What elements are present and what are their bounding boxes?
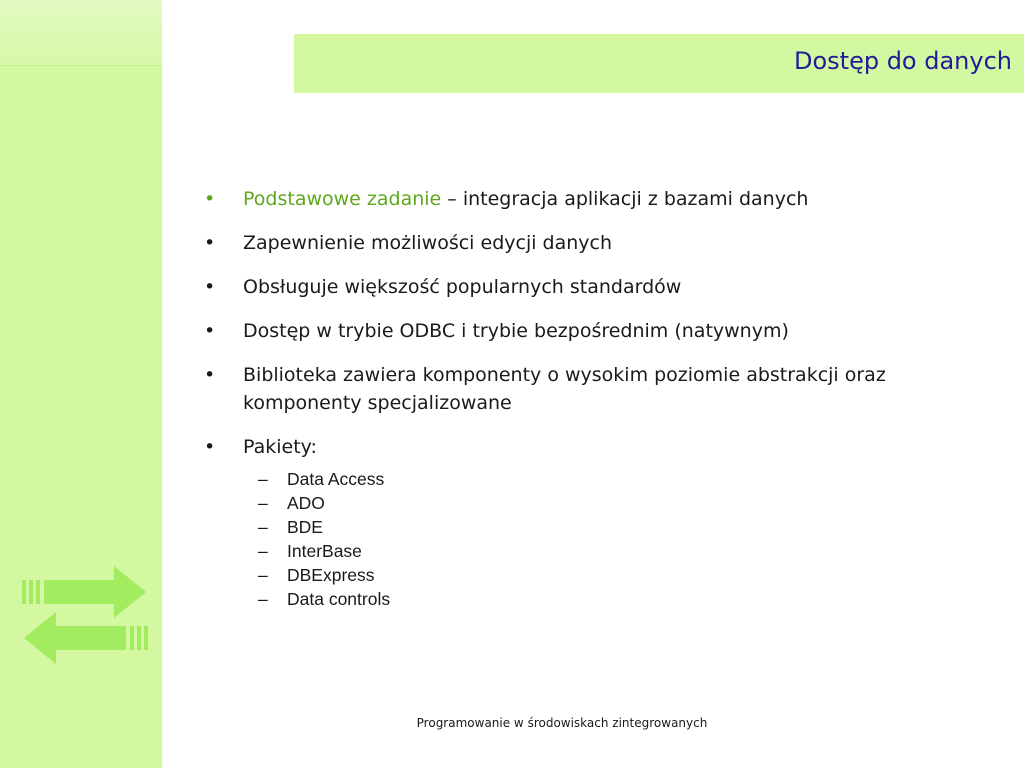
- sidebar-divider: [0, 65, 162, 66]
- bullet-text: Zapewnienie możliwości edycji danych: [243, 232, 613, 254]
- bullet-text: Obsługuje większość popularnych standardów: [243, 276, 682, 298]
- arrow-right-icon[interactable]: [22, 566, 146, 618]
- title-bar: [294, 34, 1024, 93]
- package-name: InterBase: [287, 541, 362, 561]
- sub-bullet-symbol: –: [258, 493, 268, 513]
- package-item: [258, 539, 990, 563]
- bullet-text: Dostęp w trybie ODBC i trybie bezpośrednim (natywnym): [243, 320, 789, 342]
- bullet-item: [200, 361, 990, 417]
- sub-bullet-symbol: –: [258, 517, 268, 537]
- bullet-symbol: •: [204, 364, 216, 386]
- package-item: [258, 491, 990, 515]
- bullet-item: [200, 273, 990, 301]
- package-name: Data controls: [287, 589, 391, 609]
- package-list: [200, 467, 990, 611]
- bullet-highlight: Podstawowe zadanie: [243, 188, 442, 210]
- sub-bullet-symbol: –: [258, 565, 268, 585]
- bullet-text: Pakiety:: [243, 436, 317, 458]
- bullet-item: [200, 185, 990, 213]
- package-item: [258, 467, 990, 491]
- arrow-left-icon[interactable]: [24, 612, 148, 664]
- bullet-symbol: •: [204, 188, 216, 210]
- package-item: [258, 515, 990, 539]
- bullet-text: Biblioteka zawiera komponenty o wysokim poziomie abstrakcji oraz komponenty specjalizowane: [243, 364, 886, 414]
- sub-bullet-symbol: –: [258, 541, 268, 561]
- sub-bullet-symbol: –: [258, 589, 268, 609]
- package-item: [258, 563, 990, 587]
- bullet-symbol: •: [204, 276, 216, 298]
- package-name: Data Access: [287, 469, 385, 489]
- package-item: [258, 587, 990, 611]
- bullet-symbol: •: [204, 232, 216, 254]
- bullet-item: [200, 229, 990, 257]
- navigation-arrows: [22, 566, 148, 664]
- bullet-text: – integracja aplikacji z bazami danych: [441, 188, 809, 210]
- slide-content: [200, 185, 990, 611]
- sub-bullet-symbol: –: [258, 469, 268, 489]
- package-name: ADO: [287, 493, 325, 513]
- bullet-item: [200, 317, 990, 345]
- package-name: DBExpress: [287, 565, 375, 585]
- slide-footer: Programowanie w środowiskach zintegrowanych: [416, 716, 708, 730]
- slide-title: Dostęp do danych: [793, 47, 1012, 75]
- bullet-symbol: •: [204, 320, 216, 342]
- bullet-item: [200, 433, 990, 461]
- package-name: BDE: [287, 517, 323, 537]
- bullet-symbol: •: [204, 436, 216, 458]
